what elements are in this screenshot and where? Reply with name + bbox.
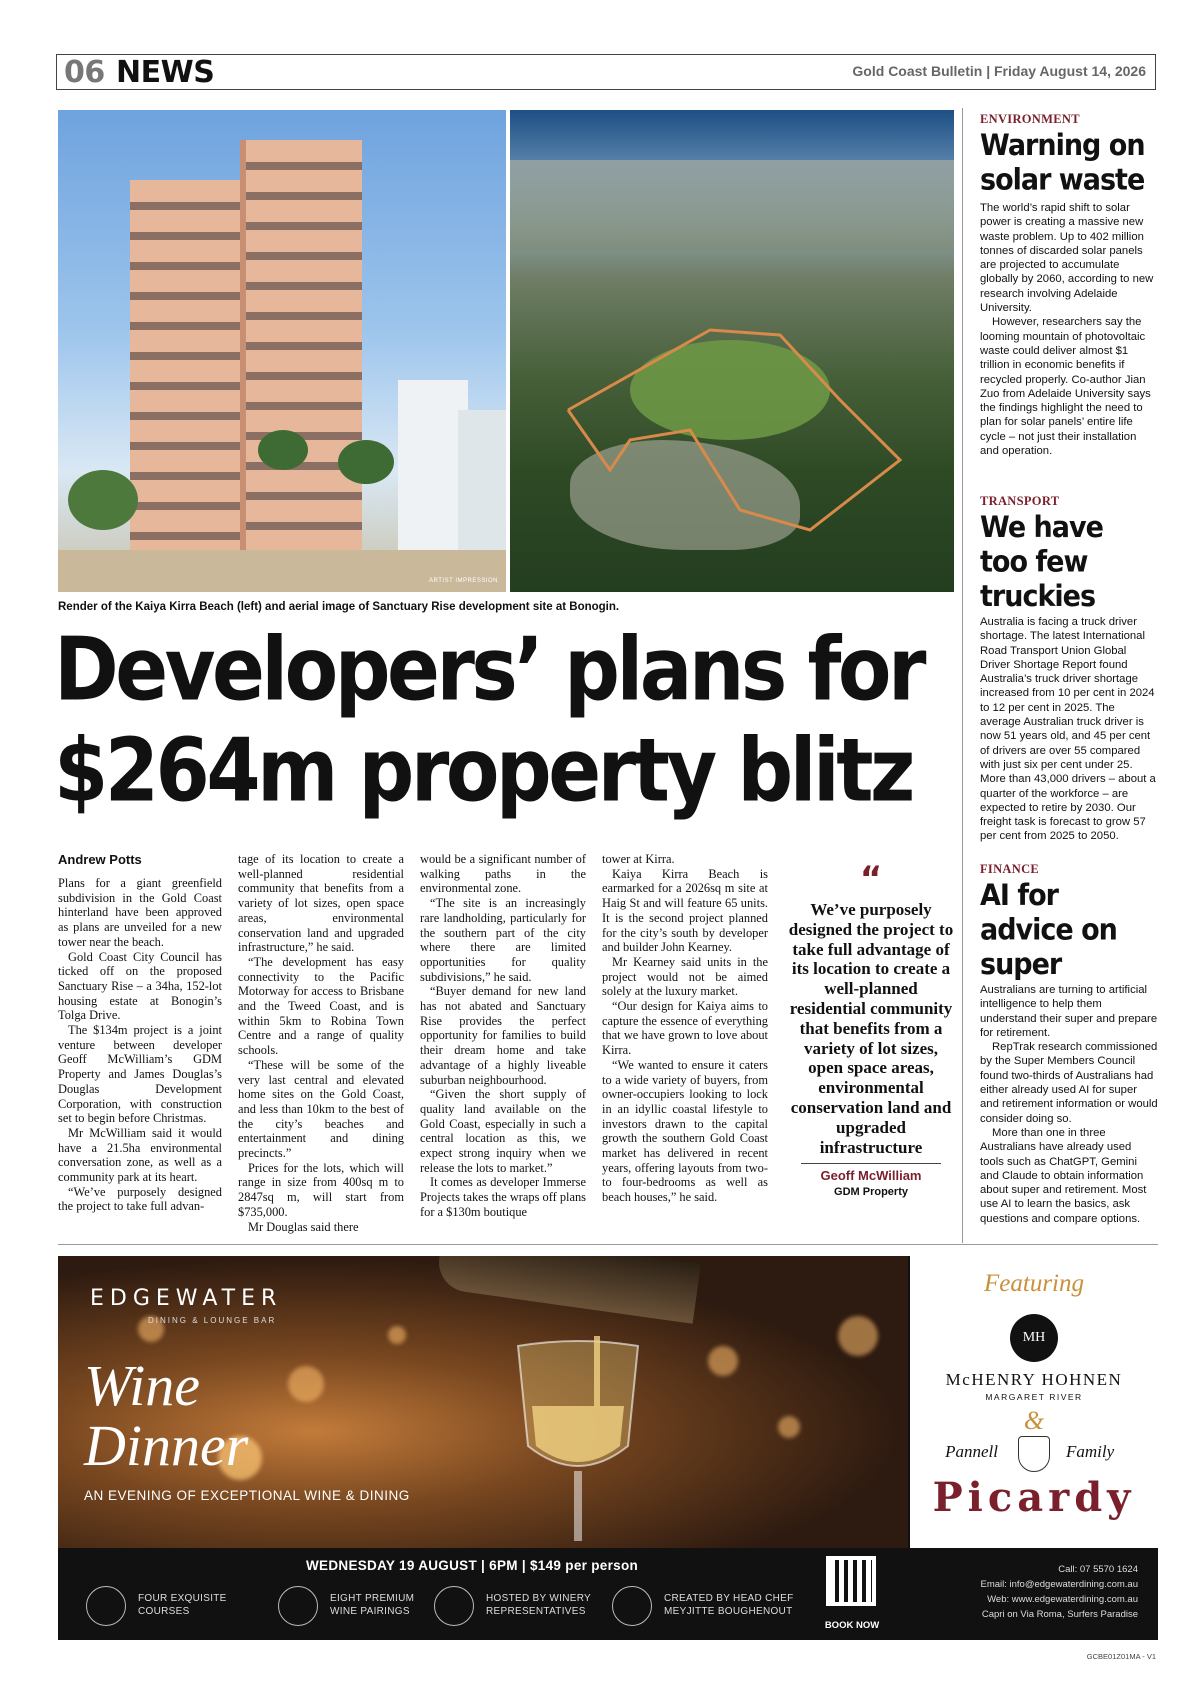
paragraph: “Our design for Kaiya aims to capture the essence of everything that we have grown to love about Kirra. [602, 999, 768, 1058]
story-title: Warning on solar waste [980, 129, 1145, 198]
tower-render-image [58, 110, 506, 592]
feature-line: REPRESENTATIVES [486, 1606, 586, 1617]
featuring-label: Featuring [984, 1270, 1084, 1297]
quote-attribution-org: GDM Property [834, 1186, 908, 1199]
paragraph: RepTrak research commissioned by the Super Members Council found two-thirds of Australians had either already used AI for super and retirement information or would consider doing so. [980, 1041, 1158, 1125]
paragraph: Gold Coast City Council has ticked off on the proposed Sanctuary Rise – a 34ha, 152-lot housing estate at Bonogin’s Tolga Drive. [58, 949, 222, 1023]
feature-line: COURSES [138, 1606, 190, 1617]
article-column-2 [238, 852, 404, 1234]
section-divider [58, 1244, 1158, 1245]
feature-line: FOUR EXQUISITE [138, 1593, 227, 1604]
paragraph: Prices for the lots, which will range in size from 400sq m to 2847sq m, will start from $735,000. [238, 1160, 404, 1219]
paragraph: “The site is an increasingly rare landholding, particularly for the southern part of the city where there are limited opportunities for quality subdivisions,” he said. [420, 896, 586, 984]
bokeh-light [388, 1326, 406, 1344]
paragraph: Kaiya Kirra Beach is earmarked for a 2026sq m site at Haig St and will feature 65 units. It is the second project planned for the city’s south by developer and builder John Kearney. [602, 866, 768, 955]
bokeh-light [708, 1346, 738, 1376]
tree [68, 470, 138, 530]
paragraph: “The development has easy connectivity to the Pacific Motorway for access to Brisbane and the Tweed Coast, and is within 5km to Robina Town Centre and a range of quality schools. [238, 954, 404, 1058]
section-title: NEWS [116, 55, 215, 90]
story-kicker: TRANSPORT [980, 494, 1060, 508]
wine-dinner-advertisement[interactable] [58, 1256, 1158, 1640]
page-number: 06 [64, 55, 105, 90]
pull-quote [788, 859, 954, 1199]
palm-tree [338, 440, 394, 484]
story-body [980, 615, 1158, 844]
paragraph: The $134m project is a joint venture between developer Geoff McWilliam’s GDM Property and James Douglas’s Douglas Development Corporation, with construction set to begin before Christmas. [58, 1023, 222, 1126]
paragraph: Mr Douglas said there [248, 1219, 359, 1234]
edgewater-logo: EDGEWATER [90, 1286, 283, 1311]
paragraph: “Buyer demand for new land has not abated and Sanctuary Rise provides the perfect opportunity for families to build their dream home and take advantage of a highly liveable suburban neighbourhood. [420, 984, 586, 1087]
paragraph: More than one in three Australians have already used tools such as ChatGPT, Gemini and Claude to obtain information about super and retirement. Most use AI to learn the basics, ask questions and compare options. [980, 1126, 1147, 1225]
contact-email[interactable]: Email: info@edgewaterdining.com.au [980, 1579, 1138, 1590]
pannell-label: Pannell [945, 1442, 998, 1461]
bokeh-light [288, 1366, 324, 1402]
sidebar-story-finance [980, 862, 1158, 1226]
bokeh-light [778, 1416, 800, 1438]
article-column-4 [602, 852, 768, 1205]
article-column-1 [58, 876, 222, 1214]
mchenry-hohnen-region: MARGARET RIVER [985, 1392, 1083, 1402]
paragraph: Mr McWilliam said it would have a 21.5ha environmental conversation zone, as well as a community park at its heart. [58, 1125, 222, 1185]
masthead: Gold Coast Bulletin | Friday August 14, 2026 [852, 63, 1146, 79]
story-kicker: ENVIRONMENT [980, 112, 1080, 126]
ampersand: & [1023, 1406, 1045, 1435]
paragraph: “We’ve purposely designed the project to take full advan- [58, 1184, 222, 1214]
paragraph: tage of its location to create a well-planned residential community that benefits from a variety of lot sizes, open space areas, environmental conservation land and upgraded infrastructure,” he said. [238, 852, 404, 955]
byline: Andrew Potts [58, 852, 142, 867]
contact-details [938, 1562, 1138, 1622]
people-icon [434, 1586, 474, 1626]
tower-core [240, 140, 246, 570]
contact-web[interactable]: Web: www.edgewaterdining.com.au [987, 1594, 1138, 1605]
ad-subtitle: AN EVENING OF EXCEPTIONAL WINE & DINING [84, 1488, 410, 1503]
wine-glass-icon [278, 1586, 318, 1626]
tower-left-wing [130, 180, 240, 570]
ad-hero-image [58, 1256, 908, 1548]
paragraph: However, researchers say the looming mountain of photovoltaic waste could deliver almost $1 trillion in economic benefits if recycled properly. Co-author Jian Zuo from Adelaide University says the findings highlight the need to plan for solar panels’ entire life cycle – not just their installation and operation. [980, 316, 1151, 458]
paragraph: It comes as developer Immerse Projects takes the wraps off plans for a $130m boutique [420, 1175, 586, 1219]
page-code: GCBE01Z01MA - V1 [1086, 1652, 1156, 1661]
headline-line-1: Developers’ plans for [54, 620, 923, 721]
story-kicker: FINANCE [980, 862, 1040, 876]
tower-right-wing [244, 140, 362, 570]
feature-line: WINE PAIRINGS [330, 1606, 410, 1617]
contact-address: Capri on Via Roma, Surfers Paradise [981, 1609, 1138, 1620]
quote-attribution-name: Geoff McWilliam [820, 1168, 922, 1184]
book-now-label[interactable]: BOOK NOW [824, 1620, 880, 1631]
wine-glass-image [498, 1336, 658, 1548]
featured-wineries [910, 1256, 1158, 1548]
paragraph: Australia is facing a truck driver shortage. The latest International Road Transport Union Global Driver Shortage Report found Australia’s truck driver shortage increased from 10 per cent in 2024 to 12 per cent in 2025. The average Australian truck driver is now 51 years old, and 45 per cent of drivers are over 55 compared with just six per cent under 25. More than 43,000 drivers – about a quarter of the workforce – are expected to retire by 2030. Our freight task is forecast to grow 57 per cent from 2025 to 2050. [980, 616, 1156, 843]
qr-code-icon[interactable] [826, 1556, 876, 1606]
page-header [56, 54, 1156, 90]
ad-title [84, 1353, 249, 1478]
edgewater-tagline: DINING & LOUNGE BAR [148, 1316, 277, 1325]
ad-info-bar [58, 1548, 1158, 1640]
cutlery-icon [86, 1586, 126, 1626]
sidebar-story-environment [980, 112, 1158, 458]
feature-line: MEYJITTE BOUGHENOUT [664, 1606, 793, 1617]
wine-bottle [435, 1256, 701, 1324]
headline [54, 620, 954, 822]
quote-mark-icon: “ [859, 859, 883, 899]
story-title: We have too few truckies [980, 511, 1103, 614]
family-label: Family [1066, 1442, 1115, 1461]
palm-tree [258, 430, 308, 470]
headline-line-2: $264m property blitz [54, 720, 912, 822]
sidebar-story-transport [980, 494, 1158, 844]
feature-text [138, 1592, 278, 1618]
paragraph: would be a significant number of walking paths in the environmental zone. [420, 852, 586, 896]
paragraph: “We wanted to ensure it caters to a wide variety of buyers, from owner-occupiers looking to lock in an idyllic coastal lifestyle to investors drawn to the capital growth the southern Gold Coast market has delivered in recent years, offering layouts from two- to four-bedrooms as well as beach houses,” he said. [602, 1057, 768, 1205]
bokeh-light [838, 1316, 878, 1356]
picardy-crest-icon [1018, 1436, 1050, 1472]
story-body [980, 983, 1158, 1226]
paragraph: “Given the short supply of quality land available on the Gold Coast, especially in such a central location as this, we expect strong inquiry when we release the lots to market.” [420, 1087, 586, 1175]
aerial-site-image [510, 110, 954, 592]
street-level [58, 550, 506, 592]
feature-line: EIGHT PREMIUM [330, 1593, 415, 1604]
ad-title-line-2: Dinner [84, 1413, 249, 1478]
chef-hat-icon [612, 1586, 652, 1626]
paragraph: “These will be some of the very last central and elevated home sites on the Gold Coast, and less than 10km to the best of the city’s beaches and entertainment and dining precincts.” [238, 1057, 404, 1161]
paragraph: The world’s rapid shift to solar power is creating a massive new waste problem. Up to 402 million tonnes of discarded solar panels are projected to accumulate globally by 2060, according to new research involving Adelaide University. [980, 202, 1154, 315]
article-column-3 [420, 852, 586, 1220]
quote-divider [801, 1163, 941, 1164]
feature-text [664, 1592, 804, 1618]
event-date-time-price: WEDNESDAY 19 AUGUST | 6PM | $149 per person [306, 1558, 639, 1573]
photo-caption: Render of the Kaiya Kirra Beach (left) and aerial image of Sanctuary Rise development site at Bonogin. [58, 601, 620, 613]
paragraph: Plans for a giant greenfield subdivision in the Gold Coast hinterland have been approved as plans are unveiled for a new tower near the beach. [58, 876, 222, 949]
paragraph: Mr Kearney said units in the project would not be aimed solely at the luxury market. [602, 954, 768, 999]
mchenry-hohnen-logo: MH [1010, 1314, 1058, 1362]
contact-phone[interactable]: Call: 07 5570 1624 [1058, 1564, 1138, 1575]
feature-line: CREATED BY HEAD CHEF [664, 1593, 794, 1604]
story-title: AI for advice on super [980, 879, 1117, 982]
paragraph: Australians are turning to artificial intelligence to help them understand their super and prepare for retirement. [980, 984, 1158, 1039]
column-divider [962, 108, 963, 1243]
artist-impression-label: ARTIST IMPRESSION [429, 578, 498, 584]
ad-title-line-1: Wine [84, 1353, 200, 1418]
mchenry-hohnen-name: McHENRY HOHNEN [945, 1370, 1123, 1389]
picardy-logo: Picardy [932, 1474, 1136, 1521]
feature-text [486, 1592, 626, 1618]
quote-text: We’ve purposely designed the project to take full advantage of its location to create a well-planned residential community that benefits from a variety of lot sizes, open space areas, environmental conservation land and upgraded infrastructure [788, 900, 954, 1157]
story-body [980, 201, 1158, 458]
site-boundary-outline [510, 110, 954, 592]
paragraph: tower at Kirra. [602, 852, 675, 866]
feature-line: HOSTED BY WINERY [486, 1593, 592, 1604]
